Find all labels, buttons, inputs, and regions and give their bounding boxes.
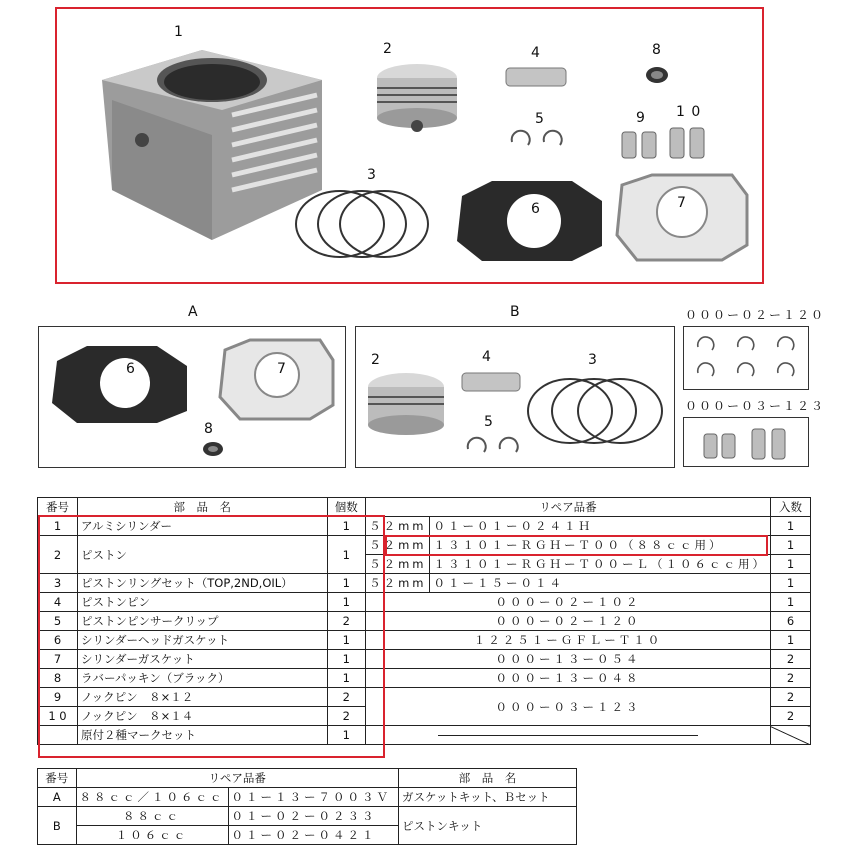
header-repair-no: リペア品番	[366, 498, 771, 517]
callout-3: 3	[367, 167, 377, 183]
panel-a-label: A	[188, 304, 199, 320]
callout-8: 8	[652, 42, 662, 58]
piston-rings-image	[524, 371, 670, 451]
rubber-packing-image	[644, 64, 670, 86]
panel-b-callout-3: 3	[588, 352, 598, 368]
knock-pin-image	[620, 126, 720, 162]
table-row: 原付２種マークセット 1	[38, 726, 811, 745]
panel-b-callout-5: 5	[484, 414, 494, 430]
piston-image	[364, 371, 448, 449]
callout-10: 1 0	[676, 104, 702, 120]
small-kit-1-panel	[683, 326, 809, 390]
table-row: B ８８ｃｃ ０１ー０２ー０２３３ ピストンキット	[38, 807, 577, 826]
table-header-row	[38, 498, 811, 517]
cylinder-gasket-image	[215, 335, 339, 425]
callout-9: 9	[636, 110, 646, 126]
piston-image	[372, 62, 462, 142]
table-row: 5 ピストンピンサークリップ 2 ０００ー０２ー１２０ 6	[38, 612, 811, 631]
header-no: 番号	[38, 498, 78, 517]
panel-a-callout-6: 6	[126, 361, 136, 377]
circlip-image	[508, 128, 568, 150]
head-gasket-image	[47, 341, 197, 427]
callout-7: 7	[677, 195, 687, 211]
piston-rings-image	[290, 184, 440, 264]
rubber-packing-image	[201, 439, 225, 459]
table-row: ５２mm １３１０１ーＲＧＨーＴ００ーＬ（１０６ｃｃ用） 1	[38, 555, 811, 574]
parts-name-highlight	[38, 515, 385, 758]
table-row: 1 0 ノックピン ８×１４ 2 2	[38, 707, 811, 726]
header-qty: 個数	[327, 498, 366, 517]
panel-b-callout-4: 4	[482, 349, 492, 365]
panel-a-callout-8: 8	[204, 421, 214, 437]
table-row: 6 シリンダーヘッドガスケット 1 １２２５１ーＧＦＬーＴ１０ 1	[38, 631, 811, 650]
small-kit-1-number: ０００ー０２ー１２０	[685, 308, 826, 322]
table-row: 3 ピストンリングセット（TOP,2ND,OIL） 1 ５２mm ０１ー１５ー０１４ 1	[38, 574, 811, 593]
header-count: 入数	[770, 498, 810, 517]
callout-2: 2	[383, 41, 393, 57]
circlip-set-image	[694, 335, 802, 385]
empty-count-cell	[770, 726, 810, 745]
small-kit-2-panel	[683, 417, 809, 467]
piston-88cc-highlight	[385, 535, 768, 556]
panel-a	[38, 326, 346, 468]
table-row: １０６ｃｃ ０１ー０２ー０４２１	[38, 826, 577, 845]
piston-pin-image	[504, 66, 568, 88]
kit-table	[37, 768, 577, 845]
callout-6: 6	[531, 201, 541, 217]
header-part-name: 部 品 名	[77, 498, 327, 517]
cylinder-gasket-image	[612, 170, 752, 265]
callout-5: 5	[535, 111, 545, 127]
table-row: 1 アルミシリンダー 1 ５２mm ０１ー０１ー０２４１Ｈ 1	[38, 517, 811, 536]
panel-b-callout-2: 2	[371, 352, 381, 368]
knock-pin-set-image	[702, 426, 796, 462]
circlip-image	[464, 435, 524, 457]
panel-a-callout-7: 7	[277, 361, 287, 377]
table-row: A ８８ｃｃ／１０６ｃｃ ０１ー１３ー７００３Ｖ ガスケットキット、Ｂセット	[38, 788, 577, 807]
table-row: 2 ピストン 1 ５２mm １３１０１ーＲＧＨーＴ００（８８ｃｃ用） 1	[38, 536, 811, 555]
callout-4: 4	[531, 45, 541, 61]
panel-b-label: B	[510, 304, 521, 320]
small-kit-2-number: ０００ー０３ー１２３	[685, 399, 826, 413]
panel-b	[355, 326, 675, 468]
piston-pin-image	[460, 371, 522, 393]
table-header-row: 番号 リペア品番 部 品 名	[38, 769, 577, 788]
callout-1: 1	[174, 24, 184, 40]
head-gasket-image	[452, 176, 612, 266]
table-row: 8 ラバーパッキン（ブラック） 1 ０００ー１３ー０４８ 2	[38, 669, 811, 688]
empty-repair-cell	[366, 726, 771, 745]
table-row: 9 ノックピン ８×１２ 2 ０００ー０３ー１２３ 2	[38, 688, 811, 707]
table-row: 7 シリンダーガスケット 1 ０００ー１３ー０５４ 2	[38, 650, 811, 669]
table-row: 4 ピストンピン 1 ０００ー０２ー１０２ 1	[38, 593, 811, 612]
